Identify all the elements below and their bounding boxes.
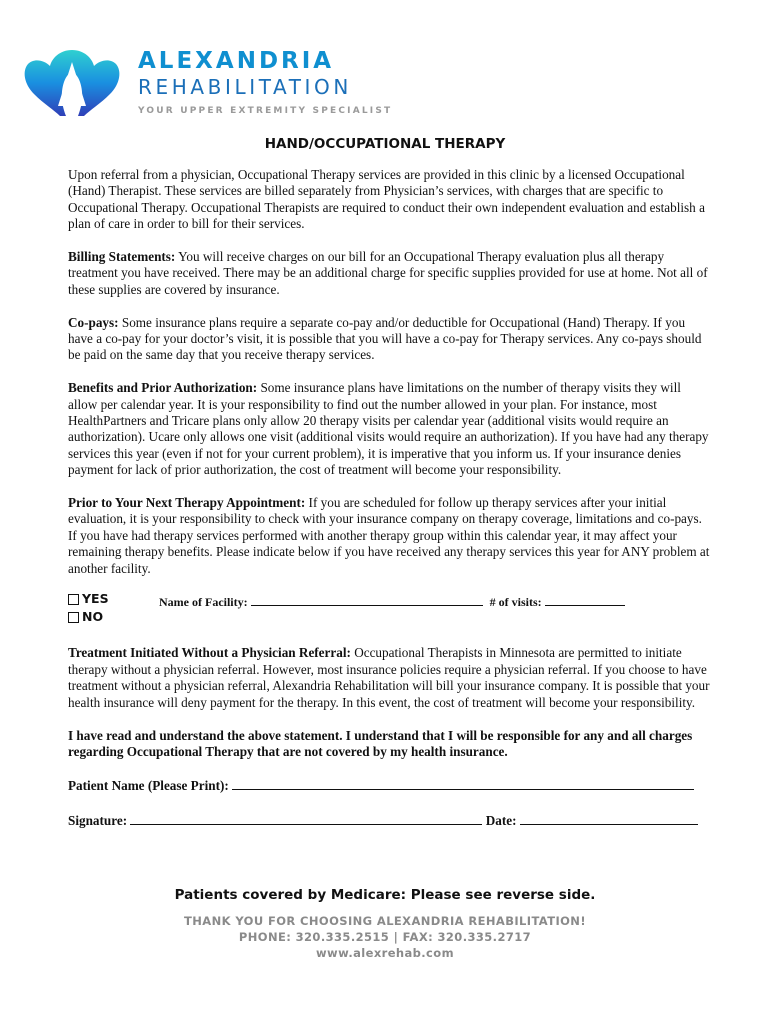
intro-paragraph: Upon referral from a physician, Occupational Therapy services are provided in this clinic by a licensed Occupational (Hand) Therapist. These services are billed separately from Physician’s services, with charges that are specific to Occupational Therapy. Occupational Therapists are required to conduct their own independent evaluation and establish a plan of care in order to bill for their services.	[68, 167, 705, 232]
billing-text: You will receive charges on our bill for an Occupational Therapy evaluation plus all therapy treatment you have received. There may be an additional charge for specific supplies provided for use at home. Not all of these supplies are covered by insurance.	[68, 249, 708, 297]
facility-label: Name of Facility:	[159, 595, 248, 610]
prior-text: If you are scheduled for follow up therapy services after your initial evaluation, it is your responsibility to check with your insurance company on therapy coverage, limitations and co-pays. If you have had therapy services performed with another therapy group within this calendar year, it may affect your remaining therapy benefits. Please indicate below if you have received any therapy services this year for ANY problem at another facility.	[68, 495, 710, 576]
prior-heading: Prior to Your Next Therapy Appointment:	[68, 495, 306, 511]
company-logo	[20, 44, 393, 124]
footer-website: www.alexrehab.com	[316, 946, 454, 960]
acknowledgement-statement	[68, 728, 710, 761]
treatment-text: Occupational Therapists in Minnesota are permitted to initiate therapy without a physician referral. However, most insurance policies require a physician referral. If you choose to have treatment without a physician referral, Alexandria Rehabilitation will bill your insurance company. It is possible that your health insurance will deny payment for the therapy. In this event, the cost of treatment will become your responsibility.	[68, 645, 710, 710]
patient-name-field[interactable]	[232, 777, 694, 790]
treatment-paragraph	[68, 645, 710, 711]
treatment-heading: Treatment Initiated Without a Physician Referral:	[68, 645, 351, 661]
patient-name-label: Patient Name (Please Print):	[68, 777, 229, 793]
acknowledgement-text: I have read and understand the above statement. I understand that I will be responsible for any and all charges regarding Occupational Therapy that are not covered by my health insurance.	[68, 727, 693, 759]
yes-label: YES	[82, 591, 109, 607]
benefits-text: Some insurance plans have limitations on the number of therapy visits they will allow per calendar year. It is your responsibility to find out the number allowed in your plan. For instance, most HealthPartners and Tricare plans only allow 20 therapy visits per calendar year (additional visits would require an authorization). Ucare only allows one visit (additional visits would require an authorization). If you have had any therapy services this year (even if not for your current problem), it is imperative that you inform us. If your insurance denies payment for lack of prior authorization, the cost of treatment will become your responsibility.	[68, 380, 709, 478]
footer-contact: PHONE: 320.335.2515 | FAX: 320.335.2717	[238, 930, 532, 944]
date-field[interactable]	[520, 812, 698, 825]
footer	[0, 913, 770, 961]
billing-heading: Billing Statements:	[68, 249, 176, 265]
copays-text: Some insurance plans require a separate co-pay and/or deductible for Occupational (Hand) Therapy. If you have a co-pay for your doctor’s visit, it is possible that you will have a co-pay for Therapy services. Any co-pays should be paid on the same day that you receive therapy services.	[68, 314, 702, 363]
benefits-heading: Benefits and Prior Authorization:	[68, 380, 258, 396]
billing-paragraph	[68, 249, 710, 298]
copays-paragraph	[68, 315, 710, 364]
document-body	[68, 167, 710, 846]
hand-logo-icon	[20, 44, 124, 118]
facility-field-group	[159, 593, 625, 610]
benefits-paragraph	[68, 380, 710, 478]
checkbox-icon	[68, 594, 79, 605]
prior-paragraph	[68, 495, 710, 577]
brand-name: ALEXANDRIA	[138, 48, 335, 74]
yes-checkbox[interactable]	[68, 591, 109, 607]
footer-thanks: THANK YOU FOR CHOOSING ALEXANDRIA REHABILITATION!	[184, 914, 586, 928]
signature-field[interactable]	[130, 812, 482, 825]
no-checkbox[interactable]	[68, 609, 103, 625]
brand-tagline: YOUR UPPER EXTREMITY SPECIALIST	[138, 106, 393, 116]
brand-subtitle: REHABILITATION	[138, 75, 352, 99]
copays-heading: Co-pays:	[68, 314, 119, 330]
signature-label: Signature:	[68, 813, 128, 829]
date-label: Date:	[485, 813, 517, 829]
prior-therapy-form	[68, 591, 710, 631]
visits-field[interactable]	[545, 593, 625, 606]
no-label: NO	[82, 609, 104, 625]
signature-row	[68, 812, 710, 829]
patient-name-row	[68, 777, 710, 794]
visits-label: # of visits:	[489, 595, 542, 610]
checkbox-icon	[68, 612, 79, 623]
medicare-note: Patients covered by Medicare: Please see reverse side.	[174, 887, 596, 903]
document-title: HAND/OCCUPATIONAL THERAPY	[264, 136, 506, 152]
facility-field[interactable]	[251, 593, 483, 606]
